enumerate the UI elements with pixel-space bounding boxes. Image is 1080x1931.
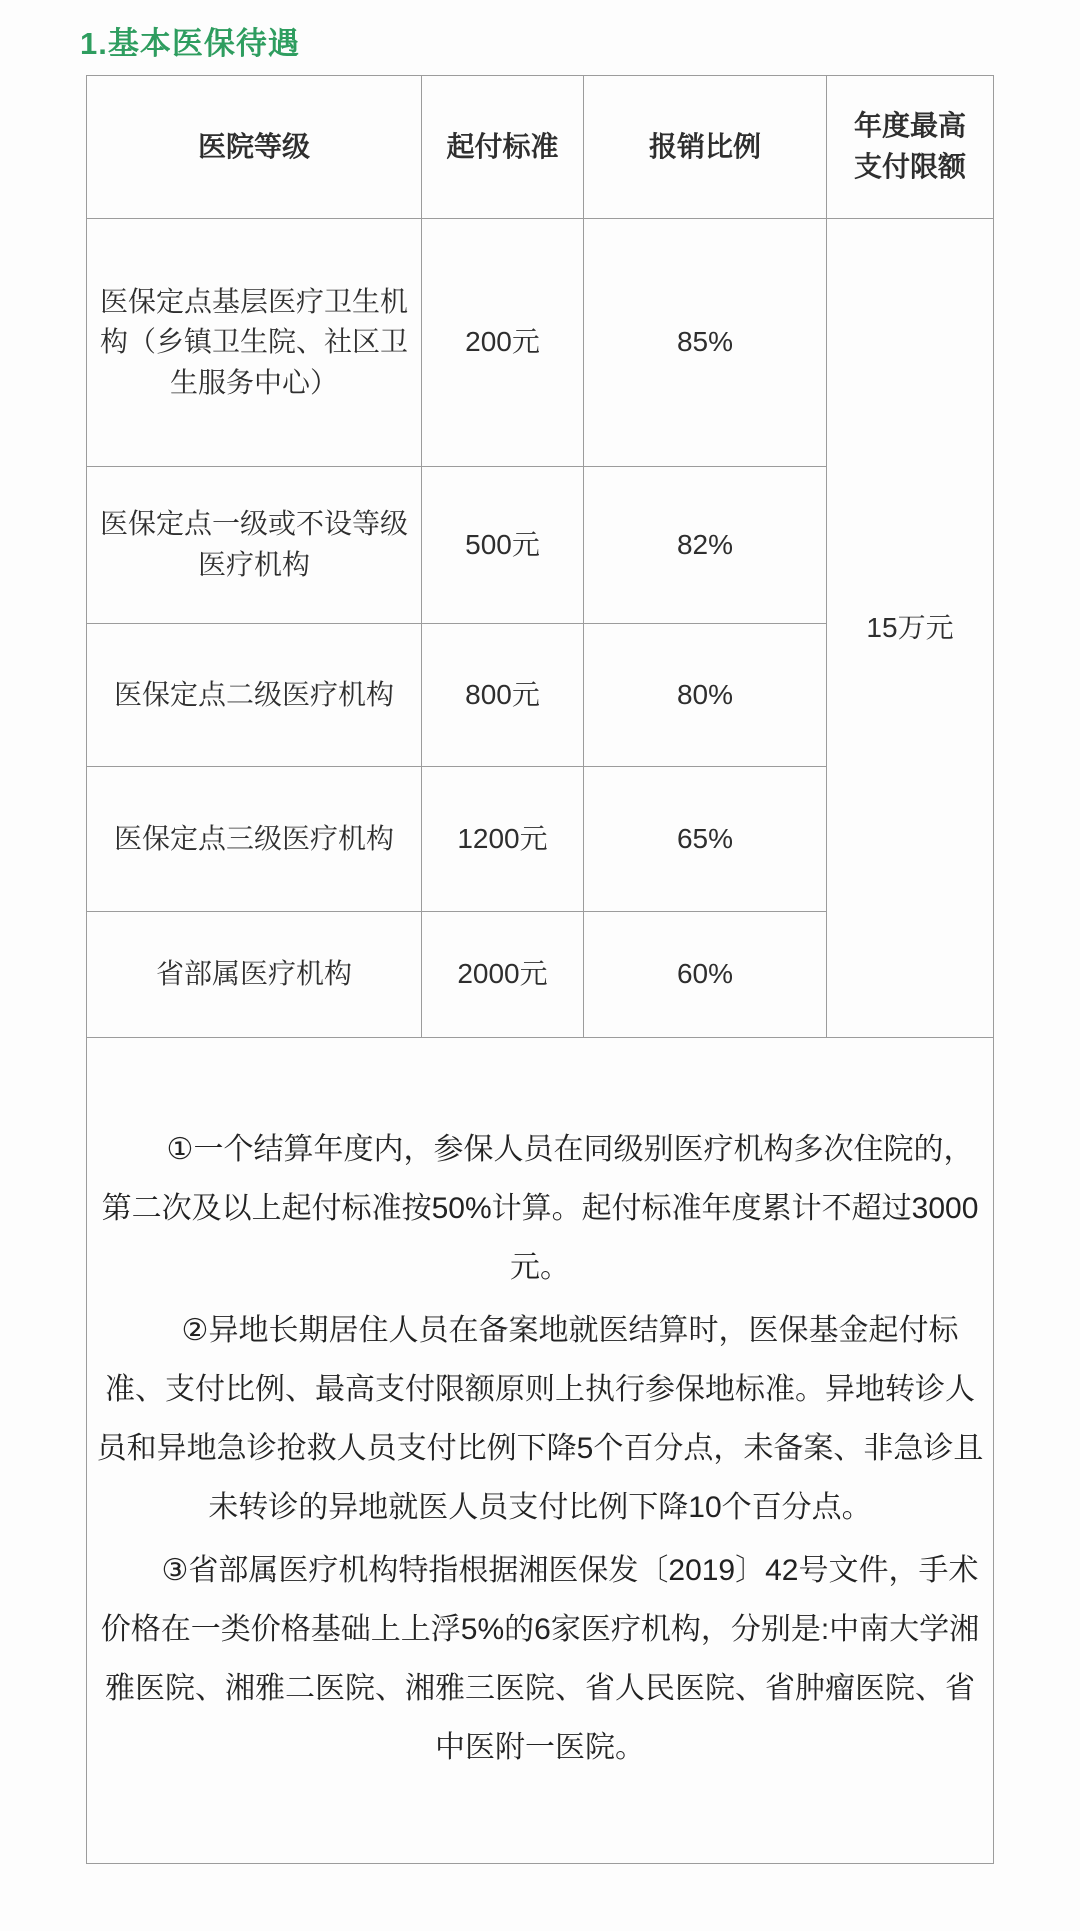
note-paragraph-2: ②异地长期居住人员在备案地就医结算时，医保基金起付标准、支付比例、最高支付限额原则上执行参保地标准。异地转诊人员和异地急诊抢救人员支付比例下降5个百分点，未备案、非急诊且未转诊的异地就医人员支付比例下降10个百分点。 [96, 1314, 984, 1524]
ratio-cell: 80% [584, 624, 827, 767]
deductible-cell: 800元 [422, 624, 584, 767]
ratio-cell: 85% [584, 219, 827, 467]
table-header-row [87, 76, 994, 219]
note-paragraph-3: ③省部属医疗机构特指根据湘医保发〔2019〕42号文件，手术价格在一类价格基础上上浮5%的6家医疗机构，分别是:中南大学湘雅医院、湘雅二医院、湘雅三医院、省人民医院、省肿瘤医院、省中医附一医院。 [100, 1554, 980, 1764]
col-header-annual-cap [827, 76, 994, 219]
col-header-annual-cap-line1: 年度最高 [853, 110, 966, 142]
notes-cell [87, 1038, 994, 1864]
deductible-cell: 200元 [422, 219, 584, 467]
hospital-level-cell: 省部属医疗机构 [87, 912, 422, 1038]
hospital-level-cell: 医保定点基层医疗卫生机构（乡镇卫生院、社区卫生服务中心） [87, 219, 422, 467]
ratio-cell: 82% [584, 467, 827, 624]
hospital-level-cell: 医保定点二级医疗机构 [87, 624, 422, 767]
col-header-reimbursement-ratio: 报销比例 [584, 76, 827, 219]
table-notes-row [87, 1038, 994, 1864]
table-row [87, 219, 994, 467]
deductible-cell: 2000元 [422, 912, 584, 1038]
col-header-deductible: 起付标准 [422, 76, 584, 219]
col-header-annual-cap-line2: 支付限额 [853, 151, 966, 182]
hospital-level-cell: 医保定点三级医疗机构 [87, 767, 422, 912]
ratio-cell: 65% [584, 767, 827, 912]
note-paragraph-1: ①一个结算年度内，参保人员在同级别医疗机构多次住院的，第二次及以上起付标准按50%计算。起付标准年度累计不超过3000元。 [101, 1133, 979, 1284]
col-header-hospital-level: 医院等级 [87, 76, 422, 219]
deductible-cell: 500元 [422, 467, 584, 624]
ratio-cell: 60% [584, 912, 827, 1038]
hospital-level-cell: 医保定点一级或不设等级医疗机构 [87, 467, 422, 624]
deductible-cell: 1200元 [422, 767, 584, 912]
page-title: 1.基本医保待遇 [80, 26, 300, 61]
annual-cap-cell: 15万元 [827, 219, 994, 1038]
medical-insurance-benefits-table [86, 75, 994, 1864]
